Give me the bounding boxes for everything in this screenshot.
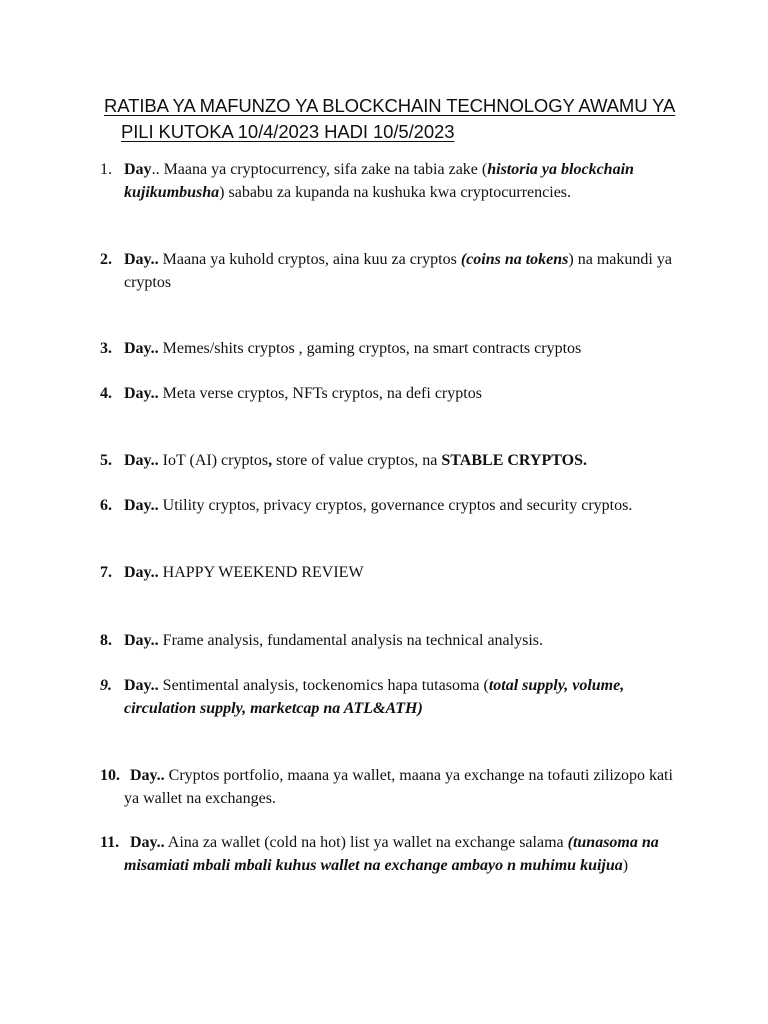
day-label: Day.. [124,340,159,357]
item-text: Day.. Memes/shits cryptos , gaming cryptos, na smart contracts cryptos [124,340,582,357]
item-text: Day.. Utility cryptos, privacy cryptos, governance cryptos and security cryptos. [124,497,633,514]
item-text: Day.. HAPPY WEEKEND REVIEW [124,564,364,581]
list-item [100,158,680,204]
day-label: Day.. [130,767,165,784]
day-label: Day.. [124,385,159,402]
item-text: Day.. Frame analysis, fundamental analysis na technical analysis. [124,632,543,649]
item-number: 3. [100,340,112,357]
item-text: Day.. Cryptos portfolio, maana ya wallet, maana ya exchange na tofauti zilizopo kati ya wallet na exchanges. [124,767,673,807]
list-item [100,561,680,584]
item-text: Day.. Aina za wallet (cold na hot) list ya wallet na exchange salama (tunasoma na misamiati mbali mbali kuhus wallet na exchange ambayo n muhimu kuijua) [124,834,659,874]
item-number: 5. [100,452,112,469]
item-number: 11. [100,834,120,851]
item-number: 7. [100,564,112,581]
day-label: Day.. [124,677,159,694]
item-text: Day.. Sentimental analysis, tockenomics hapa tutasoma (total supply, volume, circulation supply, marketcap na ATL&ATH) [124,677,625,717]
item-number: 9. [100,677,112,694]
title-line-2: PILI KUTOKA 10/4/2023 HADI 10/5/2023 [121,121,455,142]
list-item [100,764,680,810]
list-item [100,494,680,517]
item-text: Day.. Maana ya kuhold cryptos, aina kuu za cryptos (coins na tokens) na makundi ya cryptos [124,251,672,291]
item-number: 2. [100,251,112,268]
title-line-1: RATIBA YA MAFUNZO YA BLOCKCHAIN TECHNOLOGY AWAMU YA [104,95,676,116]
day-label: Day.. [124,497,159,514]
day-label: Day [124,161,152,178]
item-text: Day.. Maana ya cryptocurrency, sifa zake na tabia zake (historia ya blockchain kujikumbusha) sababu za kupanda na kushuka kwa cryptocurrencies. [124,161,634,201]
list-item [100,337,680,360]
item-number: 4. [100,385,112,402]
list-item [100,674,680,720]
list-item [100,629,680,652]
day-label: Day.. [124,251,159,268]
list-item [100,831,680,877]
item-text: Day.. IoT (AI) cryptos, store of value cryptos, na STABLE CRYPTOS. [124,452,587,469]
day-label: Day.. [130,834,165,851]
item-number: 6. [100,497,112,514]
day-label: Day.. [124,632,159,649]
item-number: 10. [100,767,120,784]
item-number: 1. [100,161,112,178]
list-item [100,449,680,472]
item-text: Day.. Meta verse cryptos, NFTs cryptos, na defi cryptos [124,385,482,402]
list-item [100,248,680,294]
page-title [104,93,684,145]
item-number: 8. [100,632,112,649]
day-label: Day.. [124,452,159,469]
day-label: Day.. [124,564,159,581]
list-item [100,382,680,405]
